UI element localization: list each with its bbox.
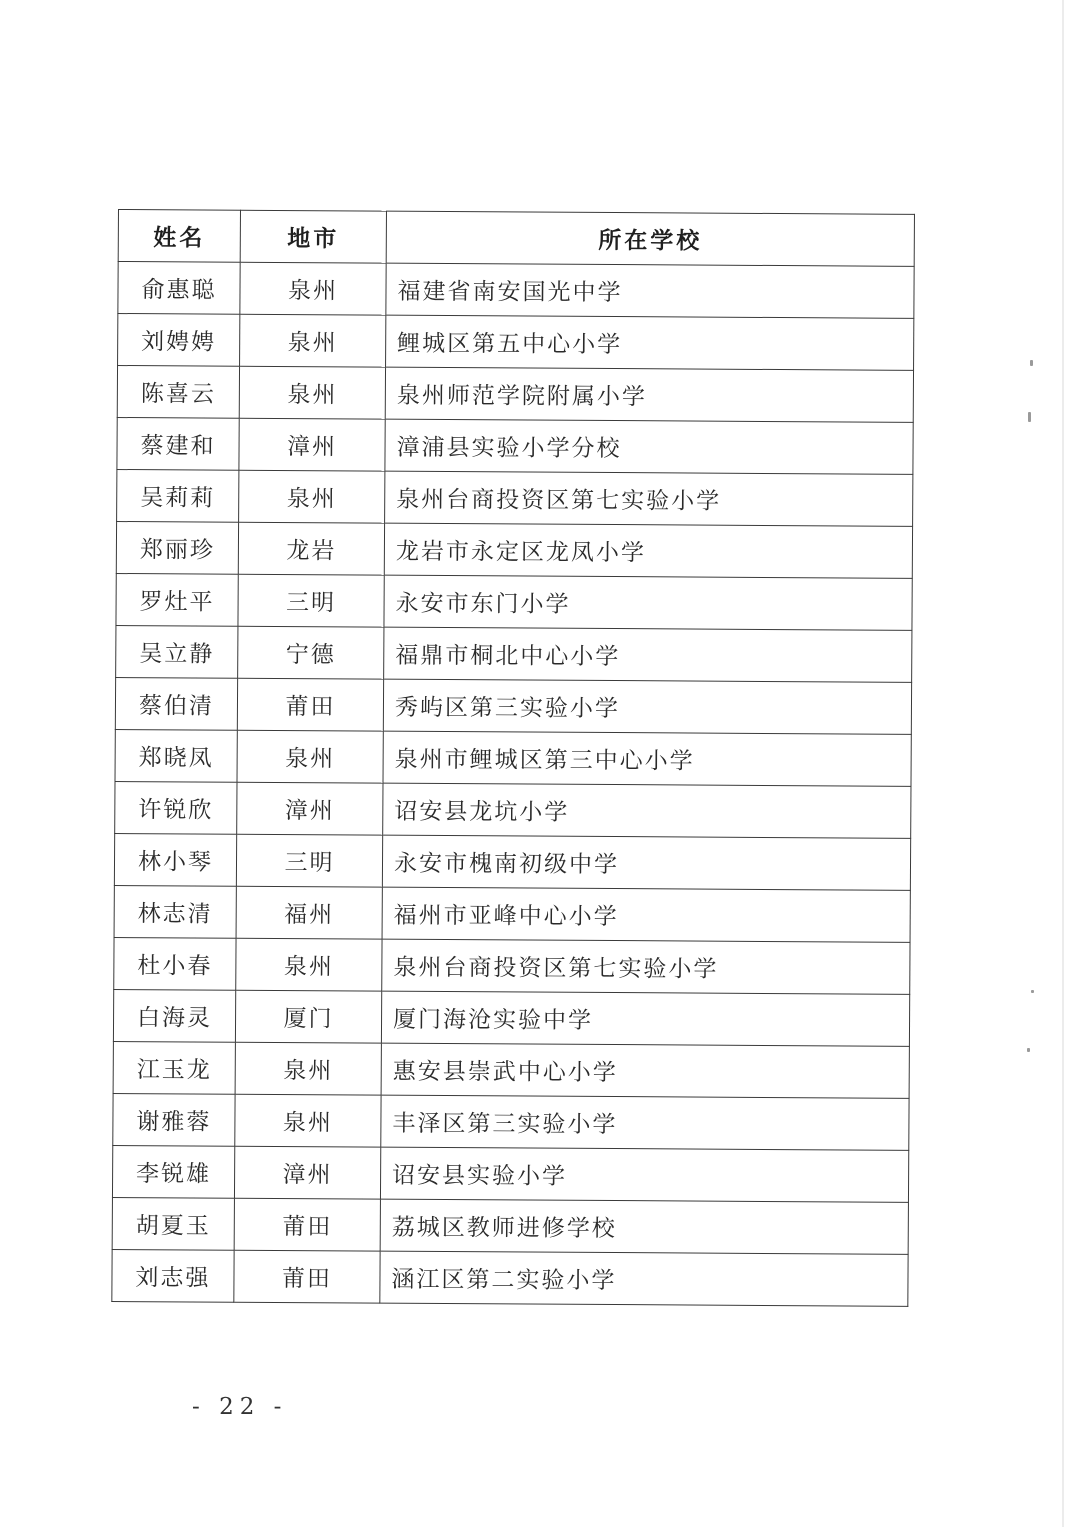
scan-speck [1031,990,1034,993]
table-row [115,729,911,786]
school-cell: 秀屿区第三实验小学 [383,679,911,734]
table-row [114,937,910,994]
table-row [112,1249,908,1306]
school-cell: 福州市亚峰中心小学 [382,887,910,942]
city-cell: 莆田 [234,1250,380,1303]
name-cell: 罗灶平 [116,573,238,626]
school-cell: 丰泽区第三实验小学 [381,1095,909,1150]
school-cell: 福建省南安国光中学 [386,263,914,318]
city-cell: 泉州 [239,366,385,419]
header-city: 地市 [240,210,386,263]
school-cell: 泉州台商投资区第七实验小学 [385,471,913,526]
city-cell: 宁德 [238,626,384,679]
name-cell: 胡夏玉 [112,1197,234,1250]
page-number: - 22 - [192,1394,288,1420]
table-row [117,417,913,474]
scan-speck [1030,360,1033,366]
table-row [118,314,914,371]
name-cell: 俞惠聪 [118,262,240,315]
city-cell: 三明 [236,834,382,887]
table-row [116,521,912,578]
city-cell: 漳州 [234,1146,380,1199]
school-cell: 漳浦县实验小学分校 [385,419,913,474]
school-cell: 泉州台商投资区第七实验小学 [382,939,910,994]
header-school: 所在学校 [386,211,914,266]
name-cell: 白海灵 [113,989,235,1042]
name-cell: 李锐雄 [112,1145,234,1198]
table-row [114,833,910,890]
city-cell: 泉州 [239,470,385,523]
city-cell: 福州 [236,886,382,939]
city-cell: 泉州 [240,262,386,315]
school-cell: 鲤城区第五中心小学 [386,315,914,370]
city-cell: 厦门 [235,990,381,1043]
page-edge [1062,0,1064,1527]
school-cell: 永安市槐南初级中学 [382,835,910,890]
city-cell: 三明 [238,574,384,627]
teacher-roster-table [111,209,915,1307]
table-row [112,1197,908,1254]
table-row [117,366,913,423]
table-header-row [118,210,914,267]
name-cell: 谢雅蓉 [113,1093,235,1146]
city-cell: 泉州 [240,314,386,367]
school-cell: 龙岩市永定区龙凤小学 [384,523,912,578]
school-cell: 诏安县实验小学 [380,1147,908,1202]
table-row [117,469,913,526]
table-row [112,1145,908,1202]
school-cell: 涵江区第二实验小学 [380,1251,908,1306]
table-body [112,262,914,1307]
table-row [118,262,914,319]
name-cell: 蔡建和 [117,417,239,470]
school-cell: 厦门海沧实验中学 [381,991,909,1046]
name-cell: 郑晓凤 [115,729,237,782]
school-cell: 泉州市鲤城区第三中心小学 [383,731,911,786]
table-row [113,989,909,1046]
name-cell: 陈喜云 [117,366,239,419]
city-cell: 漳州 [237,782,383,835]
name-cell: 林小琴 [114,833,236,886]
name-cell: 刘志强 [112,1249,234,1302]
table-row [115,781,911,838]
name-cell: 郑丽珍 [116,521,238,574]
city-cell: 莆田 [237,678,383,731]
name-cell: 江玉龙 [113,1041,235,1094]
table-row [116,573,912,630]
scan-speck [1027,1048,1030,1052]
city-cell: 漳州 [239,418,385,471]
name-cell: 蔡伯清 [115,677,237,730]
school-cell: 诏安县龙坑小学 [383,783,911,838]
name-cell: 刘娉娉 [118,314,240,367]
school-cell: 惠安县崇武中心小学 [381,1043,909,1098]
city-cell: 莆田 [234,1198,380,1251]
name-cell: 许锐欣 [115,781,237,834]
name-cell: 吴莉莉 [117,469,239,522]
table-row [113,1041,909,1098]
city-cell: 泉州 [235,1042,381,1095]
school-cell: 泉州师范学院附属小学 [385,367,913,422]
school-cell: 永安市东门小学 [384,575,912,630]
city-cell: 龙岩 [238,522,384,575]
name-cell: 杜小春 [114,937,236,990]
header-name: 姓名 [118,210,240,263]
name-cell: 吴立静 [116,625,238,678]
city-cell: 泉州 [235,1094,381,1147]
school-cell: 福鼎市桐北中心小学 [384,627,912,682]
name-cell: 林志清 [114,885,236,938]
table-row [116,625,912,682]
city-cell: 泉州 [236,938,382,991]
city-cell: 泉州 [237,730,383,783]
scan-speck [1028,412,1031,422]
school-cell: 荔城区教师进修学校 [380,1199,908,1254]
table-row [115,677,911,734]
table-row [114,885,910,942]
table-row [113,1093,909,1150]
